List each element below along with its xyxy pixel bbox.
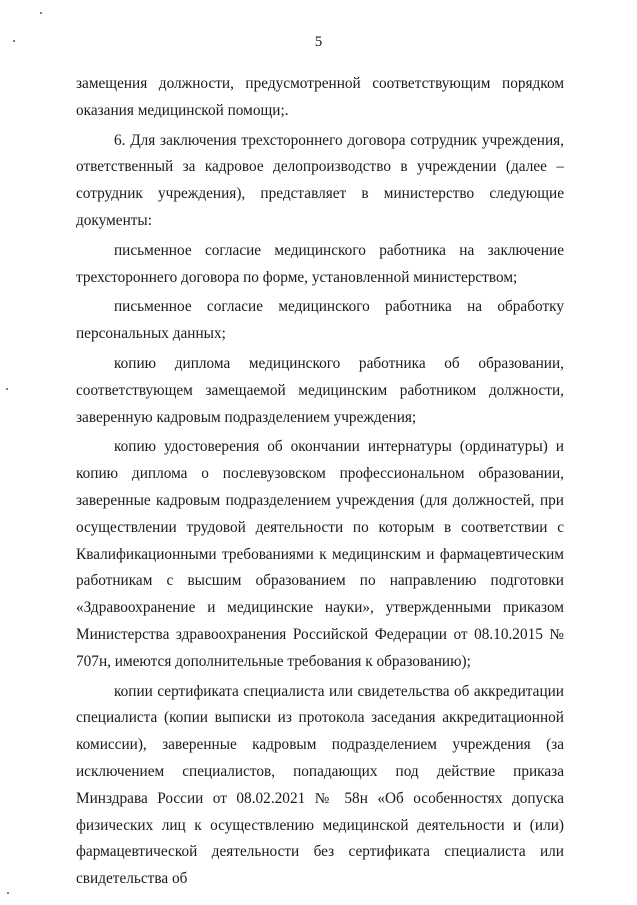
paragraph-clause-6: 6. Для заключения трехстороннего договора сотрудник учреждения, ответственный за кадровое делопроизводство в учреждении (далее – сотрудник учреждения), представляет в министерство следующие документы: <box>76 131 564 229</box>
paragraph-diploma-copy: копию диплома медицинского работника об образовании, соответствующем замещаемой медицинским работником должности, заверенную кадровым подразделением учреждения; <box>76 354 564 426</box>
paragraph-consent-contract: письменное согласие медицинского работника на заключение трехстороннего договора по форме, установленной министерством; <box>76 241 564 286</box>
scan-speck <box>6 388 8 390</box>
page-number: 5 <box>314 34 323 50</box>
paragraph-internship-certificate: копию удостоверения об окончании интернатуры (ординатуры) и копию диплома о послевузовском профессиональном образовании, заверенные кадровым подразделением учреждения (для должностей, при осуществлении трудовой деятельности по которым в соответствии с Квалификационными требованиями к медицинским и фармацевтическим работникам с высшим образованием по направлению подготовки «Здравоохранение и медицинские науки», утвержденными приказом Министерства здравоохранения Российской Федерации от 08.10.2015 № 707н, имеются дополнительные требования к образованию); <box>76 438 564 670</box>
document-text <box>76 71 564 893</box>
scan-speck <box>7 892 9 894</box>
paragraph-continuation: замещения должности, предусмотренной соответствующим порядком оказания медицинской помощи;. <box>76 75 564 119</box>
paragraph-specialist-certificate: копии сертификата специалиста или свидетельства об аккредитации специалиста (копии выписки из протокола заседания аккредитационной комиссии), заверенные кадровым подразделением учреждения (за исключением специалистов, попадающих под действие приказа Минздрава России от 08.02.2021 № 58н «Об особенностях допуска физических лиц к осуществлению медицинской деятельности и (или) фармацевтической деятельности без сертификата специалиста или свидетельства об <box>76 682 564 888</box>
paragraph-consent-personal-data: письменное согласие медицинского работника на обработку персональных данных; <box>76 298 564 343</box>
scan-speck <box>40 12 42 14</box>
